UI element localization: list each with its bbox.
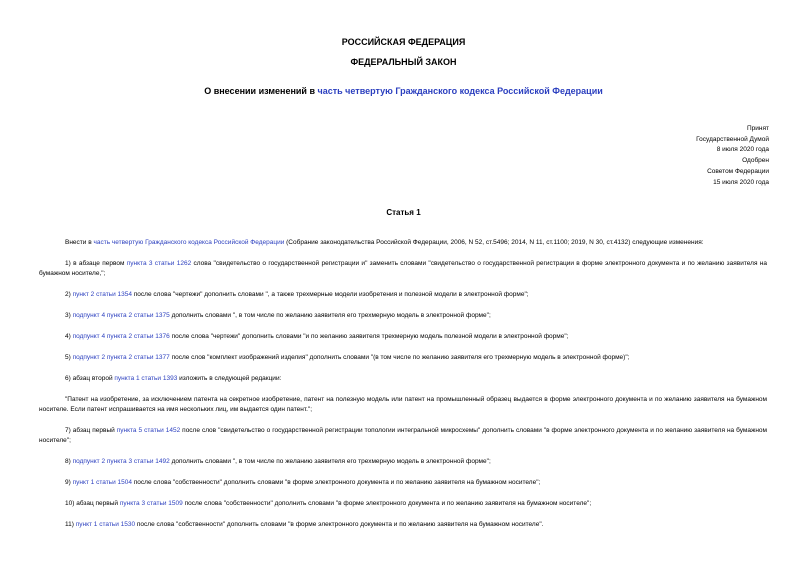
paragraph-12 xyxy=(39,520,767,530)
paragraph-text: после слова "чертежи" дополнить словами ", а также трехмерные модели изобретения и полезной модели в электронной форме"; xyxy=(131,291,529,298)
paragraph-8 xyxy=(39,426,767,446)
paragraph-text: 11) xyxy=(65,521,76,528)
reference-link[interactable]: подпункт 4 пункта 2 статьи 1375 xyxy=(72,312,170,319)
adoption-line: 8 июля 2020 года xyxy=(716,146,769,154)
paragraph-text: 10) абзац первый xyxy=(65,500,120,507)
adoption-line: 15 июля 2020 года xyxy=(713,178,769,186)
paragraph-11 xyxy=(39,499,767,509)
reference-link[interactable]: пункта 1 статьи 1393 xyxy=(114,375,178,382)
reference-link[interactable]: часть четвертую Гражданского кодекса Российской Федерации xyxy=(93,239,285,246)
paragraph-text: дополнить словами ", в том числе по желанию заявителя его трехмерную модель в электронной форме"; xyxy=(169,458,491,465)
article-body xyxy=(39,238,767,541)
paragraph-text: изложить в следующей редакции: xyxy=(177,375,282,382)
paragraph-text: 6) абзац второй xyxy=(65,375,115,382)
paragraph-text: Внести в xyxy=(65,239,94,246)
paragraph-text: 7) абзац первый xyxy=(65,427,117,434)
adoption-line: Принят xyxy=(746,125,769,132)
header-law-type: ФЕДЕРАЛЬНЫЙ ЗАКОН xyxy=(350,57,457,67)
reference-link[interactable]: пункт 2 статьи 1354 xyxy=(72,291,132,298)
paragraph-text: после слова "собственности" дополнить словами "в форме электронного документа и по желанию заявителя на бумажном носителе"; xyxy=(131,479,541,486)
reference-link[interactable]: пункт 1 статьи 1504 xyxy=(72,479,132,486)
adoption-line: Одобрен xyxy=(742,157,769,165)
paragraph-0 xyxy=(39,238,767,248)
paragraph-1 xyxy=(39,259,767,279)
reference-link[interactable]: пункта 5 статьи 1452 xyxy=(116,427,181,434)
paragraph-text: дополнить словами ", в том числе по желанию заявителя его трехмерную модель в электронной форме"; xyxy=(169,312,491,319)
paragraph-text: слова "свидетельство о государственной регистрации и" заменить словами "свидетельство о государственной регистрации в форме электронного документа и по желанию заявителя на бумажном носителе,"; xyxy=(39,260,767,277)
paragraph-text: после слова "собственности" дополнить словами "в форме электронного документа и по желанию заявителя на бумажном носителе"; xyxy=(182,500,592,507)
paragraph-text: 4) xyxy=(65,333,73,340)
paragraph-10 xyxy=(39,478,767,488)
adoption-line: Советом Федерации xyxy=(707,167,769,175)
reference-link[interactable]: пункта 3 статьи 1262 xyxy=(126,260,192,267)
law-title xyxy=(0,86,807,96)
paragraph-4 xyxy=(39,332,767,342)
reference-link[interactable]: подпункт 2 пункта 2 статьи 1377 xyxy=(72,354,170,361)
paragraph-text: 8) xyxy=(65,458,73,465)
reference-link[interactable]: подпункт 4 пункта 2 статьи 1376 xyxy=(72,333,170,340)
paragraph-text: после слов "свидетельство о государственной регистрации топологии интегральной микросхемы" дополнить словами "в форме электронного документа и по желанию заявителя на бумажном носителе"; xyxy=(39,427,767,444)
paragraph-text: 3) xyxy=(65,312,73,319)
article-title: Статья 1 xyxy=(386,208,421,217)
paragraph-text: после слова "чертежи" дополнить словами "и по желанию заявителя трехмерную модель полезной модели в электронной форме"; xyxy=(169,333,569,340)
reference-link[interactable]: пункт 1 статьи 1530 xyxy=(75,521,136,528)
paragraph-9 xyxy=(39,457,767,467)
adoption-line: Государственной Думой xyxy=(696,135,769,143)
paragraph-text: (Собрание законодательства Российской Федерации, 2006, N 52, ст.5496; 2014, N 11, ст.1100; 2019, N 30, ст.4132) следующие изменения: xyxy=(284,239,704,246)
law-title-link[interactable]: часть четвертую Гражданского кодекса Российской Федерации xyxy=(317,86,603,96)
paragraph-text: 1) в абзаце первом xyxy=(65,260,127,267)
paragraph-2 xyxy=(39,290,767,300)
paragraph-text: после слова "собственности" дополнить словами "в форме электронного документа и по желанию заявителя на бумажном носителе". xyxy=(135,521,544,528)
paragraph-text: после слов "комплект изображений изделия" дополнить словами "(в том числе по желанию заявителя его трехмерную модель в электронной форме)"; xyxy=(169,354,630,361)
paragraph-text: 5) xyxy=(65,354,73,361)
paragraph-text: 2) xyxy=(65,291,73,298)
reference-link[interactable]: подпункт 2 пункта 3 статьи 1492 xyxy=(72,458,170,465)
paragraph-text: "Патент на изобретение, за исключением патента на секретное изобретение, патент на полезную модель или патент на промышленный образец выдается в форме электронного документа и по желанию заявителя на бумажном носителе. Если патент испрашивается на имя нескольких лиц, им выдается один патент."; xyxy=(39,396,767,413)
paragraph-6 xyxy=(39,374,767,384)
paragraph-5 xyxy=(39,353,767,363)
law-title-prefix: О внесении изменений в xyxy=(204,86,318,96)
reference-link[interactable]: пункта 3 статьи 1509 xyxy=(119,500,183,507)
adoption-block xyxy=(696,124,769,188)
header-federation: РОССИЙСКАЯ ФЕДЕРАЦИЯ xyxy=(341,37,466,47)
paragraph-7 xyxy=(39,395,767,415)
paragraph-3 xyxy=(39,311,767,321)
paragraph-text: 9) xyxy=(65,479,73,486)
